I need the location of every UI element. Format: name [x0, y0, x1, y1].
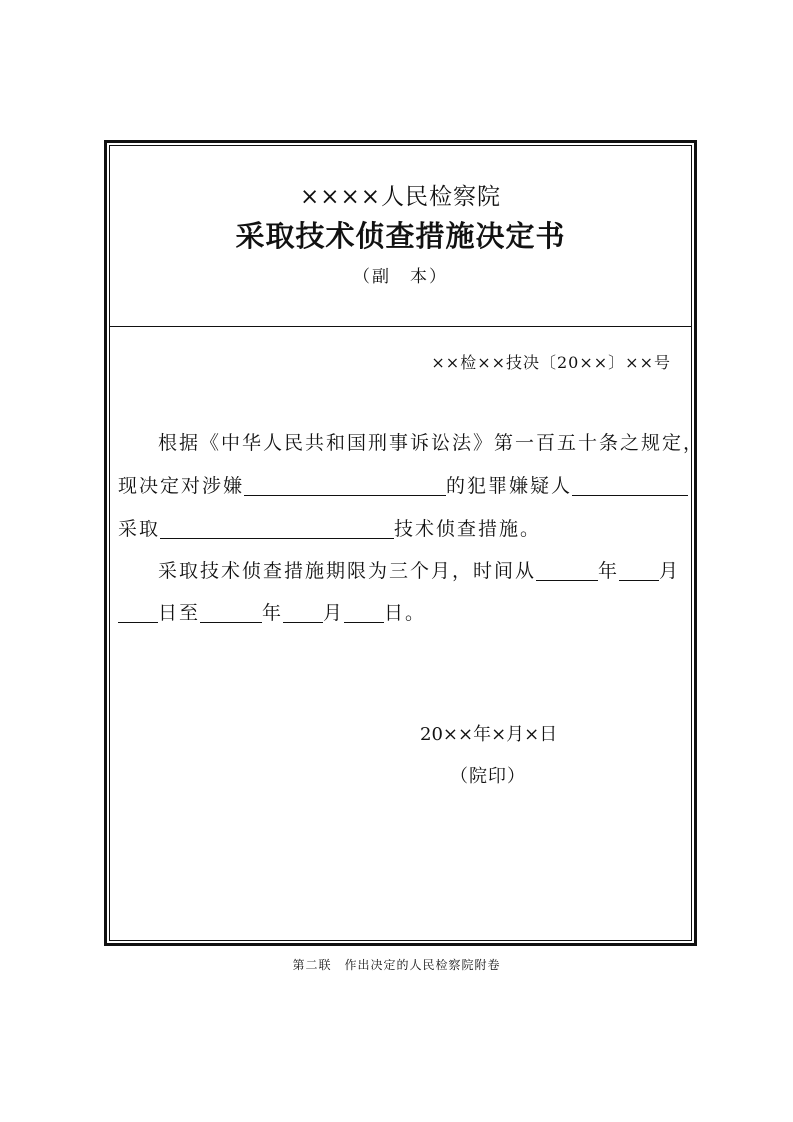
month-label: 月: [659, 560, 681, 582]
document-frame: [104, 140, 705, 946]
end-year-label: 年: [262, 602, 284, 624]
end-year-blank[interactable]: [200, 602, 262, 623]
start-year-blank[interactable]: [536, 560, 598, 581]
end-month-blank[interactable]: [283, 602, 323, 623]
suspect-name-blank[interactable]: [572, 475, 688, 496]
legal-basis-text: 根据《中华人民共和国刑事诉讼法》第一百五十条之规定，: [158, 432, 705, 454]
header-divider: [110, 326, 691, 327]
footer-note: 第二联 作出决定的人民检察院附卷: [292, 958, 501, 972]
document-title: 采取技术侦查措施决定书: [235, 219, 566, 253]
end-day-label: 日。: [384, 602, 427, 624]
paragraph-1-line-1: [118, 428, 705, 455]
suspect-text: 的犯罪嫌疑人: [446, 475, 573, 497]
measure-type-blank[interactable]: [160, 518, 394, 539]
signature-date: 20××年×月×日: [420, 724, 558, 745]
organization-name: ××××人民检察院: [299, 184, 502, 210]
document-number: ××检××技决〔20××〕××号: [431, 353, 671, 372]
court-seal-label: （院印）: [450, 766, 526, 787]
year-label: 年: [598, 560, 620, 582]
start-day-blank[interactable]: [118, 602, 158, 623]
start-month-blank[interactable]: [619, 560, 659, 581]
decision-text: 现决定对涉嫌: [118, 475, 245, 497]
document-frame-inner: [109, 145, 705, 941]
paragraph-1-line-3: [118, 514, 685, 541]
term-text: 采取技术侦查措施期限为三个月，时间从: [158, 560, 537, 582]
adopt-text: 采取: [118, 518, 161, 540]
measure-text: 技术侦查措施。: [394, 518, 542, 540]
paragraph-2-line-1: [118, 556, 685, 583]
end-month-label: 月: [323, 602, 345, 624]
crime-blank[interactable]: [244, 475, 446, 496]
copy-label: （副 本）: [353, 267, 448, 287]
end-day-blank[interactable]: [344, 602, 384, 623]
until-label: 日至: [158, 602, 201, 624]
paragraph-1-line-2: [118, 471, 685, 498]
paragraph-2-line-2: [118, 598, 685, 625]
